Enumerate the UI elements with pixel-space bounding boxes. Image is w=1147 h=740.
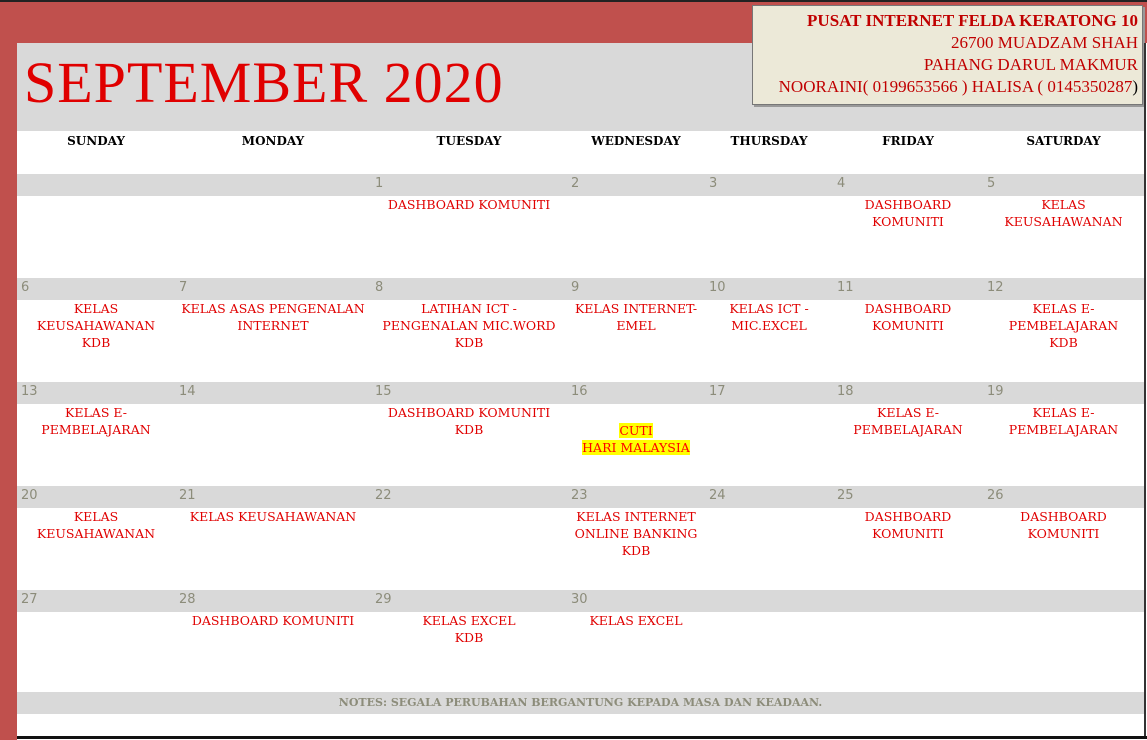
day-cell[interactable] — [17, 590, 175, 694]
day-cell[interactable] — [567, 382, 705, 486]
day-cell[interactable] — [983, 174, 1144, 278]
day-cell[interactable] — [175, 174, 371, 278]
month-title: SEPTEMBER 2020 — [24, 50, 504, 115]
contact-line — [753, 76, 1138, 98]
day-cell[interactable] — [833, 278, 983, 382]
address-line-1: 26700 MUADZAM SHAH — [950, 33, 1138, 52]
day-number: 8 — [375, 280, 384, 295]
event-text: KELAS KEUSAHAWANAN — [189, 509, 357, 524]
day-number: 24 — [709, 488, 726, 503]
day-cell[interactable] — [983, 382, 1144, 486]
event-text: KELAS E- PEMBELAJARAN KDB — [1008, 301, 1119, 350]
day-cell[interactable] — [833, 174, 983, 278]
day-number: 23 — [571, 488, 588, 503]
left-accent-bar — [0, 43, 17, 740]
event-text: DASHBOARD KOMUNITI — [387, 197, 551, 212]
day-number: 3 — [709, 176, 718, 191]
event-text: KELAS E- PEMBELAJARAN — [853, 405, 963, 437]
day-cell[interactable] — [983, 278, 1144, 382]
event-text: KELAS KEUSAHAWANAN — [1004, 197, 1123, 229]
day-cell[interactable] — [833, 382, 983, 486]
day-number: 19 — [987, 384, 1004, 399]
day-number: 30 — [571, 592, 588, 607]
day-number: 22 — [375, 488, 392, 503]
event-text: KELAS EXCEL KDB — [422, 613, 516, 645]
day-number: 21 — [179, 488, 196, 503]
day-number: 9 — [571, 280, 580, 295]
day-cell[interactable] — [567, 278, 705, 382]
day-cell[interactable] — [175, 278, 371, 382]
day-number: 25 — [837, 488, 854, 503]
holiday-highlight: CUTI HARI MALAYSIA — [582, 423, 690, 455]
day-cell[interactable] — [705, 174, 833, 278]
day-cell[interactable] — [371, 590, 567, 694]
day-number: 11 — [837, 280, 854, 295]
day-cell[interactable] — [705, 486, 833, 590]
org-name: PUSAT INTERNET FELDA KERATONG 10 — [807, 11, 1138, 30]
day-cell[interactable] — [567, 174, 705, 278]
day-cell[interactable] — [371, 486, 567, 590]
event-text: DASHBOARD KOMUNITI KDB — [387, 405, 551, 437]
event-text: KELAS KEUSAHAWANAN KDB — [36, 301, 156, 350]
weekday-tuesday: TUESDAY — [436, 134, 502, 148]
day-number: 2 — [571, 176, 580, 191]
address-line-2: PAHANG DARUL MAKMUR — [923, 55, 1138, 74]
day-number: 5 — [987, 176, 996, 191]
right-border — [1144, 43, 1146, 738]
weekday-wednesday: WEDNESDAY — [591, 134, 681, 148]
event-text: KELAS ICT - MIC.EXCEL — [729, 301, 809, 333]
event-text: KELAS ASAS PENGENALAN INTERNET — [181, 301, 365, 333]
day-number: 15 — [375, 384, 392, 399]
contact-close: ) — [1132, 77, 1138, 96]
event-text: KELAS EXCEL — [589, 613, 683, 628]
event-text: DASHBOARD KOMUNITI — [191, 613, 355, 628]
day-cell[interactable] — [833, 590, 983, 694]
day-number: 13 — [21, 384, 38, 399]
day-cell[interactable] — [567, 590, 705, 694]
weekday-thursday: THURSDAY — [730, 134, 808, 148]
info-box — [752, 5, 1143, 105]
day-number: 17 — [709, 384, 726, 399]
day-number: 29 — [375, 592, 392, 607]
event-text: KELAS INTERNET ONLINE BANKING KDB — [574, 509, 698, 558]
day-cell[interactable] — [17, 278, 175, 382]
event-text: DASHBOARD KOMUNITI — [864, 301, 952, 333]
day-number: 20 — [21, 488, 38, 503]
day-number: 26 — [987, 488, 1004, 503]
day-number: 10 — [709, 280, 726, 295]
event-text: KELAS KEUSAHAWANAN — [36, 509, 156, 541]
weekday-friday: FRIDAY — [882, 134, 934, 148]
event-text: KELAS E- PEMBELAJARAN — [41, 405, 151, 437]
day-number: 14 — [179, 384, 196, 399]
event-text: LATIHAN ICT - PENGENALAN MIC.WORD KDB — [382, 301, 556, 350]
weekday-monday: MONDAY — [241, 134, 305, 148]
event-text: KELAS E- PEMBELAJARAN — [1008, 405, 1119, 437]
day-number: 18 — [837, 384, 854, 399]
day-cell[interactable] — [371, 174, 567, 278]
day-number: 28 — [179, 592, 196, 607]
day-cell[interactable] — [371, 278, 567, 382]
day-number: 12 — [987, 280, 1004, 295]
weekday-sunday: SUNDAY — [67, 134, 125, 148]
bottom-border — [17, 736, 1147, 739]
day-cell[interactable] — [175, 590, 371, 694]
notes-text: NOTES: SEGALA PERUBAHAN BERGANTUNG KEPADA MASA DAN KEADAAN. — [338, 696, 823, 709]
day-number: 6 — [21, 280, 30, 295]
day-cell[interactable] — [705, 590, 833, 694]
event-text: KELAS INTERNET- EMEL — [574, 301, 698, 333]
day-cell[interactable] — [983, 590, 1144, 694]
weekday-saturday: SATURDAY — [1026, 134, 1101, 148]
day-cell[interactable] — [17, 486, 175, 590]
day-number: 1 — [375, 176, 384, 191]
day-cell[interactable] — [833, 486, 983, 590]
day-cell[interactable] — [705, 382, 833, 486]
day-cell[interactable] — [983, 486, 1144, 590]
day-cell[interactable] — [17, 382, 175, 486]
day-cell[interactable] — [17, 174, 175, 278]
day-cell[interactable] — [705, 278, 833, 382]
day-cell[interactable] — [175, 382, 371, 486]
day-number: 7 — [179, 280, 188, 295]
event-text: DASHBOARD KOMUNITI — [864, 509, 952, 541]
holiday-event — [567, 422, 705, 456]
day-number: 27 — [21, 592, 38, 607]
day-number: 16 — [571, 384, 588, 399]
day-cell[interactable] — [567, 486, 705, 590]
day-number: 4 — [837, 176, 846, 191]
day-cell[interactable] — [175, 486, 371, 590]
event-text: DASHBOARD KOMUNITI — [864, 197, 952, 229]
day-cell[interactable] — [371, 382, 567, 486]
contact-text: NOORAINI( 0199653566 ) HALISA ( 0145350287 — [778, 77, 1133, 96]
event-text: DASHBOARD KOMUNITI — [1020, 509, 1107, 541]
